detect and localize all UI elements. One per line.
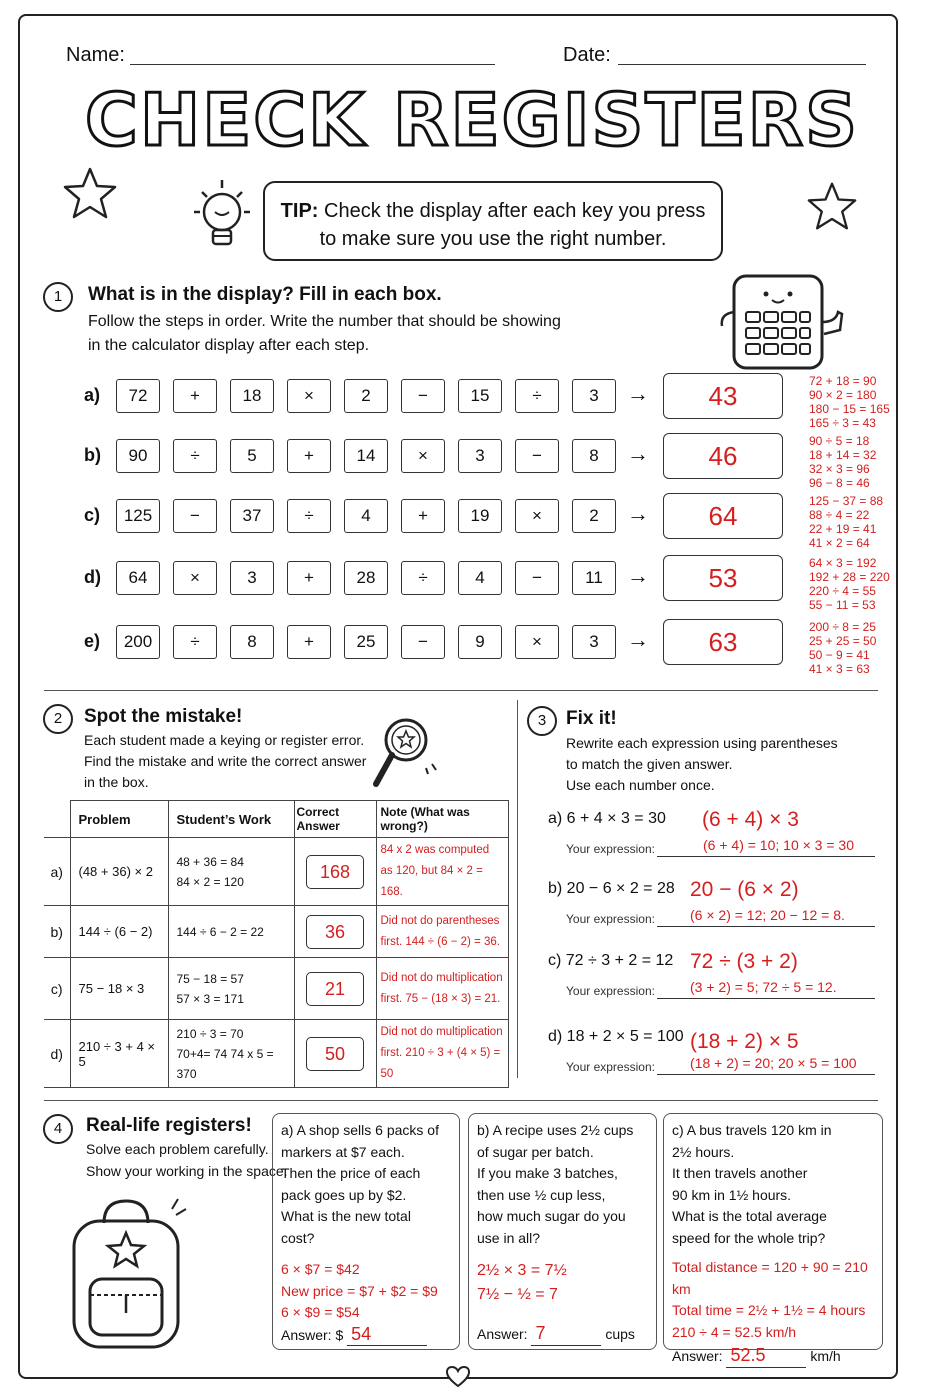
work-line: 2½ × 3 = 7½ bbox=[477, 1262, 567, 1279]
magnifier-icon bbox=[366, 710, 446, 794]
section3-title: Fix it! bbox=[566, 708, 617, 729]
number-key: 200 bbox=[116, 625, 160, 659]
instr-line: Find the mistake and write the correct answer bbox=[84, 753, 367, 769]
work-line: Total time = 2½ + 1½ = 4 hours bbox=[672, 1302, 866, 1318]
problem-cell: 210 ÷ 3 + 4 × 5 bbox=[70, 1020, 168, 1088]
row-label: d) bbox=[44, 1020, 70, 1088]
work-line: 165 ÷ 3 = 43 bbox=[809, 416, 876, 430]
your-expression-label: Your expression: bbox=[566, 842, 655, 856]
work-line: 210 ÷ 4 = 52.5 km/h bbox=[672, 1323, 797, 1340]
work-notes bbox=[809, 556, 890, 612]
fix-question: c) 72 ÷ 3 + 2 = 12 bbox=[548, 952, 674, 969]
header-note: Note (What was wrong?) bbox=[376, 801, 509, 838]
problem-line: speed for the whole trip? bbox=[672, 1229, 826, 1246]
problem-line: What is the new total bbox=[281, 1208, 411, 1224]
number-key: 3 bbox=[572, 379, 616, 413]
note-cell bbox=[376, 958, 509, 1020]
section2-instr bbox=[84, 730, 366, 793]
note-line: first. 210 ÷ 3 + (4 × 5) = 50 bbox=[380, 1047, 501, 1080]
note-cell bbox=[376, 838, 509, 906]
work-line: 6 × $7 = $42 bbox=[281, 1261, 360, 1277]
problem-line: c) A bus travels 120 km in bbox=[672, 1122, 832, 1138]
work-notes bbox=[809, 374, 890, 430]
note-cell bbox=[376, 1020, 509, 1088]
arrow-icon: → bbox=[627, 381, 649, 406]
row-label: a) bbox=[84, 385, 101, 405]
number-key: 8 bbox=[230, 625, 274, 659]
work-line: 22 + 19 = 41 bbox=[809, 522, 877, 536]
problem-line: What is the total average bbox=[672, 1208, 827, 1224]
work-notes bbox=[809, 434, 876, 490]
work-notes bbox=[809, 494, 883, 550]
work-line: 18 + 14 = 32 bbox=[809, 448, 877, 462]
note-line: 84 x 2 was computed bbox=[380, 844, 490, 856]
date-line[interactable] bbox=[618, 64, 866, 65]
arrow-icon: → bbox=[627, 441, 649, 466]
problem-line: markers at $7 each. bbox=[281, 1143, 405, 1160]
fix-expression[interactable]: 20 − (6 × 2) bbox=[690, 878, 799, 901]
work-line: 6 × $9 = $54 bbox=[281, 1304, 360, 1320]
work-line: Total distance = 120 + 90 = 210 km bbox=[672, 1259, 868, 1297]
column-divider bbox=[517, 700, 518, 1078]
fix-working: (3 + 2) = 5; 72 ÷ 5 = 12. bbox=[690, 979, 837, 995]
operator-key: + bbox=[287, 439, 331, 473]
number-key: 90 bbox=[116, 439, 160, 473]
section1-instr2: in the calculator display after each step. bbox=[88, 337, 370, 354]
answer-label: Answer: bbox=[672, 1348, 723, 1364]
row-label: c) bbox=[84, 505, 101, 525]
note-cell bbox=[376, 906, 509, 958]
section4-title: Real-life registers! bbox=[86, 1115, 252, 1136]
number-key: 2 bbox=[572, 499, 616, 533]
operator-key: ÷ bbox=[173, 439, 217, 473]
section4-instr bbox=[86, 1138, 288, 1182]
header-work: Student’s Work bbox=[168, 801, 294, 838]
fix-working: (6 + 4) = 10; 10 × 3 = 30 bbox=[703, 837, 854, 853]
instr-line: Show your working in the space. bbox=[86, 1163, 288, 1179]
page-title: CHECK REGISTERS bbox=[85, 78, 859, 162]
number-key: 25 bbox=[344, 625, 388, 659]
work-line: 48 + 36 = 84 bbox=[176, 854, 244, 869]
operator-key: ÷ bbox=[515, 379, 559, 413]
operator-key: − bbox=[401, 379, 445, 413]
heart-icon bbox=[446, 1366, 470, 1388]
work-line: 84 × 2 = 120 bbox=[176, 874, 244, 889]
table-row bbox=[44, 958, 509, 1020]
note-line: Did not do parentheses bbox=[380, 914, 500, 927]
student-work-cell bbox=[168, 958, 294, 1020]
problem-line: 2½ hours. bbox=[672, 1143, 735, 1160]
arrow-icon: → bbox=[627, 627, 649, 652]
section1-title: What is in the display? Fill in each box. bbox=[88, 284, 442, 305]
number-key: 11 bbox=[572, 561, 616, 595]
divider bbox=[44, 1100, 878, 1101]
operator-key: − bbox=[173, 499, 217, 533]
unit-label: cups bbox=[605, 1326, 635, 1342]
work-line: 220 ÷ 4 = 55 bbox=[809, 584, 876, 598]
tip-line1: Check the display after each key you press bbox=[324, 200, 706, 222]
problem-line: Then the price of each bbox=[281, 1165, 421, 1181]
number-key: 28 bbox=[344, 561, 388, 595]
number-key: 19 bbox=[458, 499, 502, 533]
tip-line2: to make sure you use the right number. bbox=[319, 228, 667, 250]
answer-cell bbox=[294, 838, 376, 906]
section1-number: 1 bbox=[43, 282, 73, 312]
problem-cell: 144 ÷ (6 − 2) bbox=[70, 906, 168, 958]
work-line: 90 × 2 = 180 bbox=[809, 388, 877, 402]
number-key: 125 bbox=[116, 499, 160, 533]
number-key: 72 bbox=[116, 379, 160, 413]
problem-line: 90 km in 1½ hours. bbox=[672, 1186, 792, 1203]
arrow-icon: → bbox=[627, 563, 649, 588]
table-row bbox=[44, 906, 509, 958]
your-expression-label: Your expression: bbox=[566, 912, 655, 926]
work-line: 72 + 18 = 90 bbox=[809, 374, 877, 388]
corner-cell bbox=[44, 801, 70, 838]
fix-expression[interactable]: (6 + 4) × 3 bbox=[702, 808, 799, 831]
fix-working: (6 × 2) = 12; 20 − 12 = 8. bbox=[690, 907, 845, 923]
operator-key: + bbox=[173, 379, 217, 413]
note-line: Did not do multiplication bbox=[380, 1026, 503, 1038]
table-row bbox=[44, 838, 509, 906]
problem-line: pack goes up by $2. bbox=[281, 1186, 407, 1203]
correct-answer-box[interactable]: 21 bbox=[306, 972, 364, 1006]
answer-b[interactable]: 7 bbox=[531, 1323, 601, 1346]
work-line: 192 + 28 = 220 bbox=[809, 570, 890, 584]
student-work-cell bbox=[168, 838, 294, 906]
header-answer: Correct Answer bbox=[294, 801, 376, 838]
row-label: c) bbox=[44, 958, 70, 1020]
operator-key: + bbox=[287, 625, 331, 659]
work-line: 25 + 25 = 50 bbox=[809, 634, 877, 648]
instr-line: Rewrite each expression using parentheses bbox=[566, 735, 838, 751]
operator-key: + bbox=[401, 499, 445, 533]
operator-key: − bbox=[515, 439, 559, 473]
number-key: 3 bbox=[230, 561, 274, 595]
section3-instr bbox=[566, 733, 838, 796]
tip-box bbox=[263, 181, 723, 261]
mistake-table bbox=[44, 800, 509, 1088]
correct-answer-box[interactable]: 36 bbox=[306, 915, 364, 949]
answer-cell bbox=[294, 906, 376, 958]
tip-label: TIP: bbox=[280, 200, 319, 222]
number-key: 3 bbox=[458, 439, 502, 473]
work-line: 210 ÷ 3 = 70 bbox=[176, 1026, 244, 1041]
card-c bbox=[663, 1113, 883, 1365]
number-key: 64 bbox=[116, 561, 160, 595]
operator-key: × bbox=[515, 499, 559, 533]
work-line: 180 − 15 = 165 bbox=[809, 402, 890, 416]
work-line: 200 ÷ 8 = 25 bbox=[809, 620, 876, 634]
answer-cell bbox=[294, 1020, 376, 1088]
operator-key: × bbox=[515, 625, 559, 659]
header-problem: Problem bbox=[70, 801, 168, 838]
backpack-icon bbox=[54, 1195, 194, 1355]
fix-question: a) 6 + 4 × 3 = 30 bbox=[548, 810, 666, 827]
number-key: 5 bbox=[230, 439, 274, 473]
row-label: e) bbox=[84, 631, 101, 651]
instr-line: in the box. bbox=[84, 774, 149, 790]
work-line: 55 − 11 = 53 bbox=[809, 598, 876, 612]
number-key: 4 bbox=[458, 561, 502, 595]
problem-cell: (48 + 36) × 2 bbox=[70, 838, 168, 906]
fix-working: (18 + 2) = 20; 20 × 5 = 100 bbox=[690, 1055, 857, 1071]
student-work-cell bbox=[168, 1020, 294, 1088]
problem-line: how much sugar do you bbox=[477, 1208, 626, 1224]
work-line: 90 ÷ 5 = 18 bbox=[809, 434, 870, 448]
row-label: a) bbox=[44, 838, 70, 906]
number-key: 14 bbox=[344, 439, 388, 473]
your-expression-label: Your expression: bbox=[566, 984, 655, 998]
section1-instr1: Follow the steps in order. Write the number that should be showing bbox=[88, 313, 561, 330]
note-line: first. 144 ÷ (6 − 2) = 36. bbox=[380, 935, 500, 948]
display-answer-box[interactable]: 46 bbox=[663, 433, 783, 479]
operator-key: − bbox=[401, 625, 445, 659]
answer-c[interactable]: 52.5 bbox=[726, 1345, 806, 1368]
star-icon bbox=[806, 180, 858, 232]
note-line: first. 75 − (18 × 3) = 21. bbox=[380, 992, 501, 1005]
name-line[interactable] bbox=[130, 64, 495, 65]
problem-cell: 75 − 18 × 3 bbox=[70, 958, 168, 1020]
number-key: 9 bbox=[458, 625, 502, 659]
fix-question: b) 20 − 6 × 2 = 28 bbox=[548, 880, 675, 897]
section2-title: Spot the mistake! bbox=[84, 706, 243, 727]
operator-key: × bbox=[173, 561, 217, 595]
row-label: d) bbox=[84, 567, 101, 587]
problem-line: If you make 3 batches, bbox=[477, 1165, 618, 1181]
note-line: Did not do multiplication bbox=[380, 971, 503, 984]
work-line: 50 − 9 = 41 bbox=[809, 648, 870, 662]
note-line: as 120, but 84 × 2 = 168. bbox=[380, 865, 483, 898]
operator-key: − bbox=[515, 561, 559, 595]
calculator-icon bbox=[712, 272, 852, 372]
correct-answer-box[interactable]: 168 bbox=[306, 855, 364, 889]
table-row bbox=[44, 1020, 509, 1088]
work-line: 125 − 37 = 88 bbox=[809, 494, 884, 508]
number-key: 15 bbox=[458, 379, 502, 413]
work-line: 41 × 2 = 64 bbox=[809, 536, 870, 550]
problem-line: then use ½ cup less, bbox=[477, 1186, 606, 1203]
work-line: 144 ÷ 6 − 2 = 22 bbox=[176, 924, 264, 939]
problem-line: use in all? bbox=[477, 1229, 541, 1246]
work-line: 88 ÷ 4 = 22 bbox=[809, 508, 870, 522]
work-line: 7½ − ½ = 7 bbox=[477, 1286, 558, 1303]
instr-line: to match the given answer. bbox=[566, 756, 733, 772]
work-line: 96 − 8 = 46 bbox=[809, 476, 870, 490]
problem-line: b) A recipe uses 2½ cups bbox=[477, 1122, 634, 1138]
fix-expression[interactable]: (18 + 2) × 5 bbox=[690, 1030, 799, 1053]
problem-line: It then travels another bbox=[672, 1165, 808, 1181]
operator-key: × bbox=[401, 439, 445, 473]
answer-label: Answer: bbox=[477, 1326, 528, 1342]
unit-label: km/h bbox=[810, 1348, 841, 1364]
problem-line: of sugar per batch. bbox=[477, 1143, 594, 1160]
number-key: 37 bbox=[230, 499, 274, 533]
display-answer-box[interactable]: 64 bbox=[663, 493, 783, 539]
date-label: Date: bbox=[563, 44, 611, 66]
operator-key: × bbox=[287, 379, 331, 413]
work-notes bbox=[809, 620, 876, 676]
card-b bbox=[468, 1113, 657, 1350]
number-key: 4 bbox=[344, 499, 388, 533]
instr-line: Use each number once. bbox=[566, 777, 715, 793]
arrow-icon: → bbox=[627, 501, 649, 526]
operator-key: + bbox=[287, 561, 331, 595]
student-work-cell bbox=[168, 906, 294, 958]
operator-key: ÷ bbox=[401, 561, 445, 595]
instr-line: Solve each problem carefully. bbox=[86, 1141, 269, 1157]
answer-cell bbox=[294, 958, 376, 1020]
number-key: 18 bbox=[230, 379, 274, 413]
number-key: 8 bbox=[572, 439, 616, 473]
fix-expression[interactable]: 72 ÷ (3 + 2) bbox=[690, 950, 798, 973]
number-key: 3 bbox=[572, 625, 616, 659]
name-label: Name: bbox=[66, 44, 125, 66]
divider bbox=[44, 690, 878, 691]
display-answer-box[interactable]: 43 bbox=[663, 373, 783, 419]
work-line: 32 × 3 = 96 bbox=[809, 462, 870, 476]
section3-number: 3 bbox=[527, 706, 557, 736]
answer-label: Answer: $ bbox=[281, 1326, 344, 1343]
work-line: 41 × 3 = 63 bbox=[809, 662, 870, 676]
lightbulb-icon bbox=[190, 176, 254, 262]
your-expression-label: Your expression: bbox=[566, 1060, 655, 1074]
answer-a[interactable]: 54 bbox=[347, 1324, 427, 1347]
display-answer-box[interactable]: 63 bbox=[663, 619, 783, 665]
work-line: 57 × 3 = 171 bbox=[176, 991, 244, 1006]
operator-key: ÷ bbox=[173, 625, 217, 659]
section4-number: 4 bbox=[43, 1114, 73, 1144]
work-line: 64 × 3 = 192 bbox=[809, 556, 877, 570]
row-label: b) bbox=[84, 445, 101, 465]
card-a bbox=[272, 1113, 460, 1350]
instr-line: Each student made a keying or register error. bbox=[84, 732, 365, 748]
number-key: 2 bbox=[344, 379, 388, 413]
work-line: 70+4= 74 74 x 5 = 370 bbox=[176, 1046, 274, 1081]
row-label: b) bbox=[44, 906, 70, 958]
fix-question: d) 18 + 2 × 5 = 100 bbox=[548, 1028, 684, 1045]
correct-answer-box[interactable]: 50 bbox=[306, 1037, 364, 1071]
work-line: New price = $7 + $2 = $9 bbox=[281, 1282, 438, 1299]
work-line: 75 − 18 = 57 bbox=[176, 971, 244, 986]
operator-key: ÷ bbox=[287, 499, 331, 533]
problem-line: a) A shop sells 6 packs of bbox=[281, 1122, 439, 1138]
display-answer-box[interactable]: 53 bbox=[663, 555, 783, 601]
section2-number: 2 bbox=[43, 704, 73, 734]
star-icon bbox=[62, 165, 118, 221]
problem-line: cost? bbox=[281, 1229, 315, 1246]
